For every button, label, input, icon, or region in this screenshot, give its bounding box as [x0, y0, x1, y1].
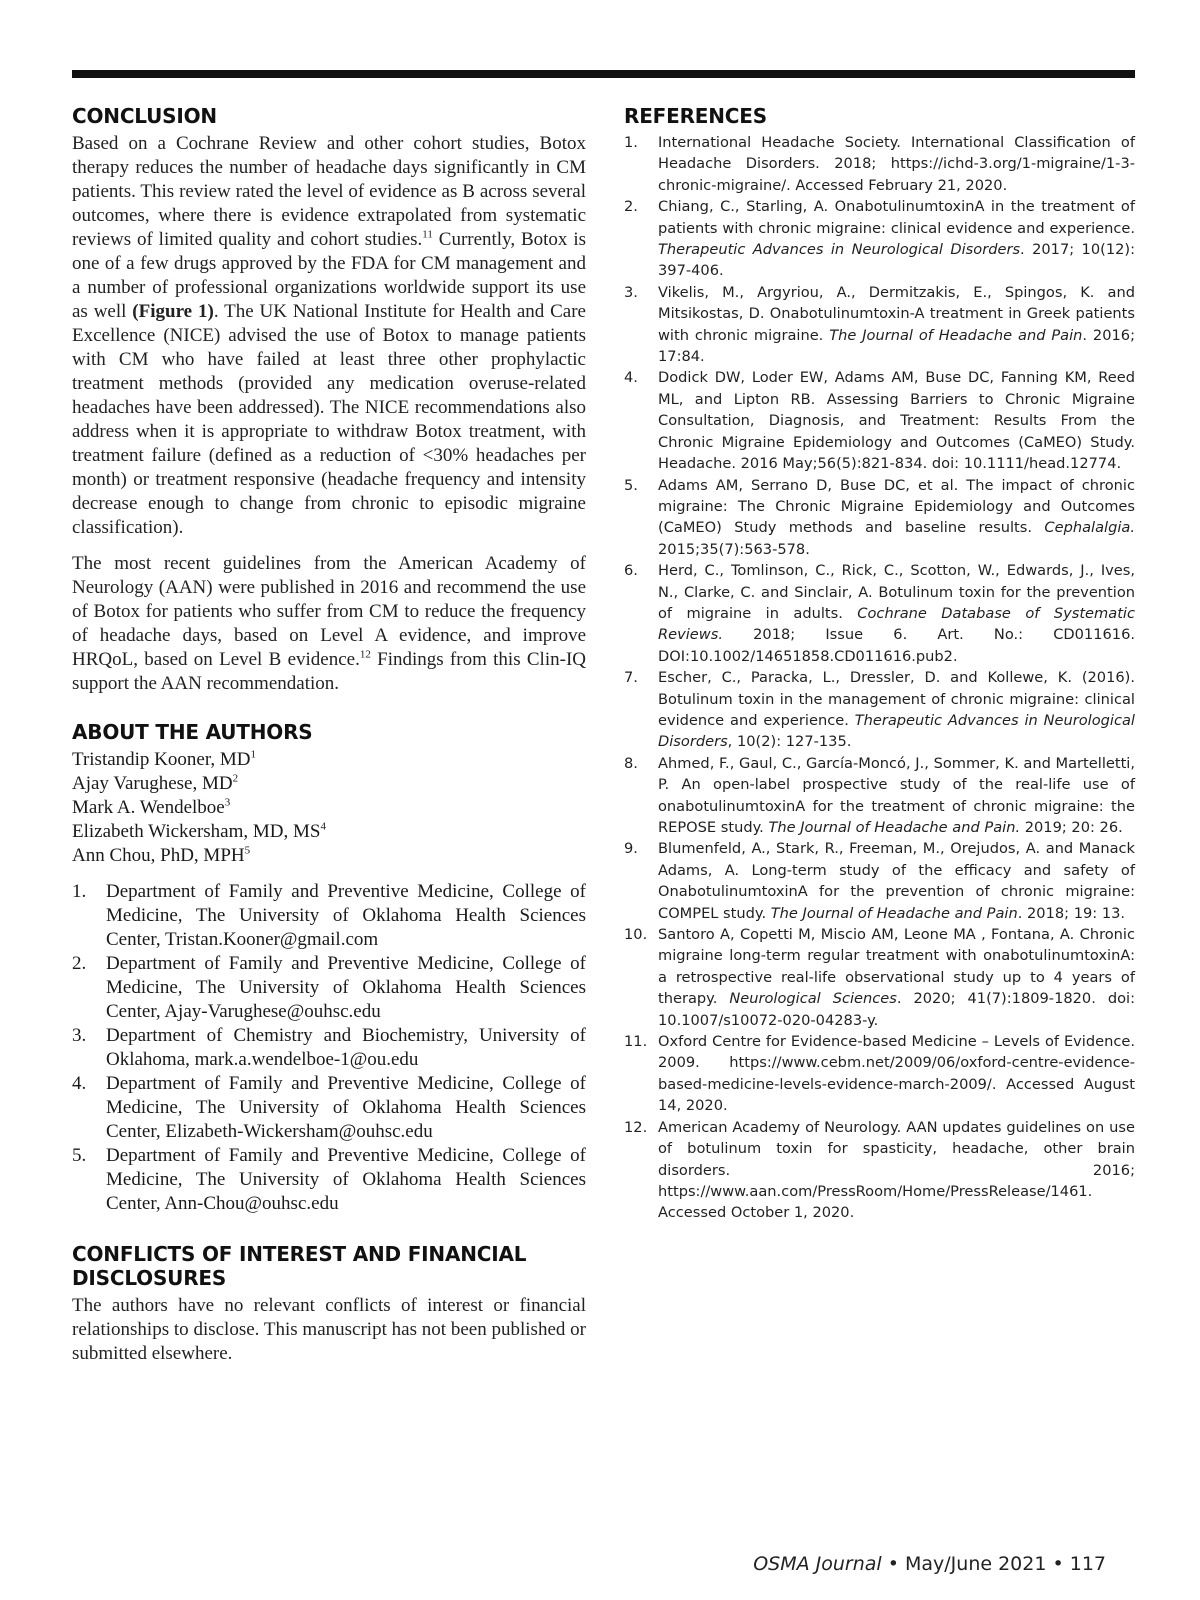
conclusion-paragraph-2: The most recent guidelines from the American Academy of Neurology (AAN) were published in 2016 and recommend the use of Botox for patients who suffer from CM to reduce the frequency of headache days, based on Level A evidence, and improve HRQoL, based on Level B evidence.$^{12}$ Findings from this Clin-IQ support the AAN recommendation. — [72, 553, 586, 694]
author-name: Elizabeth Wickersham, MD, $MS^4$ — [72, 820, 326, 842]
conflicts-text: The authors have no relevant conflicts of interest or financial relationships to disclose. This manuscript has not been published or submitted elsewhere. — [72, 1295, 586, 1364]
references-heading: REFERENCES — [624, 104, 767, 128]
affiliation-item: 4. Department of Family and Preventive Medicine, College of Medicine, The University of Oklahoma Health Sciences Center, Elizabeth-Wickersham@ouhsc.edu — [72, 1073, 586, 1142]
conflicts-heading: CONFLICTS OF INTEREST AND FINANCIAL DISCLOSURES — [72, 1242, 527, 1290]
reference-item: 11. Oxford Centre for Evidence-based Medicine – Levels of Evidence. 2009. https://www.cebm.net/2009/06/oxford-centre-evidence-based-medicine-levels-evidence-march-2009/. Accessed August 14, 2020. — [624, 1033, 1135, 1115]
conflicts-section — [72, 1242, 586, 1366]
affiliation-item: 3. Department of Chemistry and Biochemistry, University of Oklahoma, mark.a.wendelboe-1@ou.edu — [72, 1025, 586, 1070]
top-rule — [72, 70, 1135, 78]
reference-item: 9. Blumenfeld, A., Stark, R., Freeman, M., Orejudos, A. and Manack Adams, A. Long-term study of the efficacy and safety of OnabotulinumtoxinA for the prevention of chronic migraine: COMPEL study. The Journal of Headache and Pain. 2018; 19: 13. — [624, 840, 1135, 922]
affiliation-item: 5. Department of Family and Preventive Medicine, College of Medicine, The University of Oklahoma Health Sciences Center, Ann-Chou@ouhsc.edu — [72, 1145, 586, 1214]
reference-item: 4. Dodick DW, Loder EW, Adams AM, Buse DC, Fanning KM, Reed ML, and Lipton RB. Assessing Barriers to Chronic Migraine Consultation, Diagnosis, and Treatment: Results From the Chronic Migraine Epidemiology and Outcomes (CaMEO) Study. Headache. 2016 May;56(5):821-834. doi: 10.1111/head.12774. — [624, 369, 1135, 473]
page-footer — [753, 1553, 1106, 1575]
figure-reference: (Figure 1) — [132, 301, 214, 322]
reference-item: 10. Santoro A, Copetti M, Miscio AM, Leone MA , Fontana, A. Chronic migraine long-term regular treatment with onabotulinumtoxinA: a retrospective real-life observational study up to 4 years of therapy. Neurological Sciences. 2020; 41(7):1809-1820. doi: 10.1007/s10072-020-04283-y. — [624, 926, 1135, 1029]
reference-item: 3. Vikelis, M., Argyriou, A., Dermitzakis, E., Spingos, K. and Mitsikostas, D. Onabotulinumtoxin-A treatment in Greek patients with chronic migraine. The Journal of Headache and Pain. 2016; 17:84. — [624, 283, 1135, 366]
author-name: Ann Chou, PhD, MPH$^5$ — [72, 844, 251, 866]
conclusion-heading: CONCLUSION — [72, 104, 217, 128]
reference-list — [624, 132, 1135, 1224]
reference-item: 2. Chiang, C., Starling, A. OnabotulinumtoxinA in the treatment of patients with chronic migraine: clinical evidence and experience. Therapeutic Advances in Neurological Disorders. 2017; 10(12): 397-406. — [624, 198, 1135, 280]
author-list — [72, 748, 586, 868]
issue-page: • May/June 2021 • 117 — [881, 1553, 1106, 1575]
reference-item: 5. Adams AM, Serrano D, Buse DC, et al. The impact of chronic migraine: The Chronic Migraine Epidemiology and Outcomes (CaMEO) Study methods and baseline results. Cephalalgia. 2015;35(7):563-578. — [624, 476, 1135, 558]
about-authors-heading: ABOUT THE AUTHORS — [72, 720, 313, 744]
affiliation-item: 2. Department of Family and Preventive Medicine, College of Medicine, The University of Oklahoma Health Sciences Center, Ajay-Varughese@ouhsc.edu — [72, 953, 586, 1022]
journal-name: OSMA Journal — [753, 1553, 882, 1575]
conclusion-paragraph-1: Based on a Cochrane Review and other cohort studies, Botox therapy reduces the number of headache days significantly in CM patients. This review rated the level of evidence as B across several outcomes, where there is evidence extrapolated from systematic reviews of limited quality and cohort studies.$^{11}$ Currently, Botox is one of a few drugs approved by the FDA for CM management and a number of professional organizations worldwide support its use as well (Figure 1). The UK National Institute for Health and Care Excellence (NICE) advised the use of Botox to manage patients with CM who have failed at least three other prophylactic treatment methods (provided any medication overuse-related headaches have been addressed). The NICE recommendations also address when it is appropriate to withdraw Botox treatment, with treatment failure (defined as a reduction of <30% headaches per month) or treatment responsive (headache frequency and intensity decrease enough to change from chronic to episodic migraine classification). — [72, 133, 586, 538]
author-name: Ajay Varughese, $MD^2$ — [72, 772, 239, 794]
reference-item: 8. Ahmed, F., Gaul, C., García-Moncó, J., Sommer, K. and Martelletti, P. An open-label prospective study of the real-life use of onabotulinumtoxinA for the treatment of chronic migraine: the REPOSE study. The Journal of Headache and Pain. 2019; 20: 26. — [624, 754, 1135, 836]
reference-item: 1. International Headache Society. International Classification of Headache Disorders. 2018; https://ichd-3.org/1-migraine/1-3-chronic-migraine/. Accessed February 21, 2020. — [624, 134, 1135, 194]
left-column — [72, 104, 586, 1378]
about-authors-section — [72, 720, 586, 1216]
conclusion-section — [72, 104, 586, 696]
affiliation-list — [72, 880, 586, 1216]
author-name: Mark A. Wendelboe$^3$ — [72, 796, 231, 818]
affiliation-item: 1. Department of Family and Preventive Medicine, College of Medicine, The University of Oklahoma Health Sciences Center, Tristan.Kooner@gmail.com — [72, 881, 586, 950]
author-name: Tristandip Kooner, $MD^1$ — [72, 748, 257, 770]
reference-item: 6. Herd, C., Tomlinson, C., Rick, C., Scotton, W., Edwards, J., Ives, N., Clarke, C. and Sinclair, A. Botulinum toxin for the prevention of migraine in adults. Cochrane Database of Systematic Reviews. 2018; Issue 6. Art. No.: CD011616. DOI:10.1002/14651858.CD011616.pub2. — [624, 562, 1135, 665]
right-column — [624, 104, 1135, 1224]
reference-item: 12. American Academy of Neurology. AAN updates guidelines on use of botulinum toxin for spasticity, headache, other brain disorders. 2016; https://www.aan.com/PressRoom/Home/PressRelease/1461. Accessed October 1, 2020. — [624, 1118, 1135, 1222]
reference-item: 7. Escher, C., Paracka, L., Dressler, D. and Kollewe, K. (2016). Botulinum toxin in the management of chronic migraine: clinical evidence and experience. Therapeutic Advances in Neurological Disorders, 10(2): 127-135. — [624, 669, 1135, 751]
